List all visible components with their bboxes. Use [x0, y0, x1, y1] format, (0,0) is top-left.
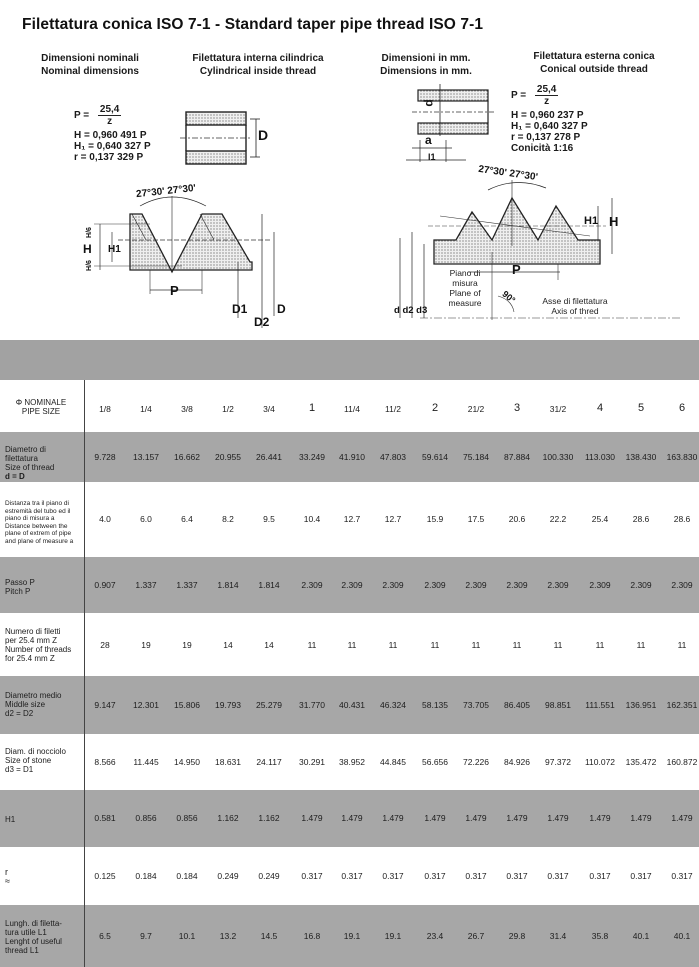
- table-value-cell: 15.806: [174, 700, 200, 710]
- label-d-d2-d3: d d2 d3: [394, 305, 428, 316]
- table-value-cell: 1.814: [258, 580, 280, 590]
- row-label-r: [5, 868, 85, 886]
- table-value-cell: 0.907: [94, 580, 116, 590]
- table-value-cell: 160.872: [666, 757, 698, 767]
- row-label-line: and plane of measure a: [5, 537, 74, 545]
- size-header-it: Φ NOMINALE: [15, 398, 67, 407]
- formula-line-h: H = 0,960 491 P: [74, 130, 147, 141]
- table-value-cell: 29.8: [508, 931, 526, 941]
- table-value-cell: 4.0: [99, 514, 111, 524]
- table-value-cell: 11: [430, 640, 440, 650]
- label-D-sleeve: D: [258, 127, 269, 143]
- pipe-size-cell: 21/2: [467, 404, 485, 414]
- table-value-cell: 10.1: [178, 931, 196, 941]
- row-label-distance-a: [5, 500, 85, 545]
- table-value-cell: 0.249: [217, 871, 239, 881]
- row-label-line: d = D: [5, 472, 25, 481]
- table-value-cell: 11: [471, 640, 481, 650]
- table-value-cell: 19.1: [343, 931, 361, 941]
- table-value-cell: 40.1: [673, 931, 691, 941]
- table-value-cell: 11: [347, 640, 357, 650]
- pipe-size-cell: 2: [431, 402, 439, 414]
- table-value-cell: 25.279: [256, 700, 282, 710]
- row-label-thread-size: [5, 445, 85, 481]
- pitch-formula-label-ext: P =: [511, 90, 527, 102]
- table-value-cell: 2.309: [341, 580, 363, 590]
- label-P-internal: P: [170, 283, 179, 298]
- table-value-cell: 1.814: [217, 580, 239, 590]
- row-label-stone-size: [5, 747, 85, 774]
- table-value-cell: 56.656: [422, 757, 448, 767]
- table-value-cell: 2.309: [424, 580, 446, 590]
- table-value-cell: 40.1: [632, 931, 650, 941]
- table-value-cell: 59.614: [422, 452, 448, 462]
- pipe-size-cell: 3: [513, 402, 521, 414]
- axis-it: Asse di filettatura: [542, 296, 608, 306]
- table-value-cell: 58.135: [422, 700, 448, 710]
- label-D-profile: D: [277, 302, 286, 316]
- pitch-numerator-ext: 25,4: [536, 84, 557, 95]
- row-label-line: ≈: [5, 876, 10, 886]
- table-value-cell: 11: [307, 640, 317, 650]
- row-label-line: tura utile L1: [5, 928, 47, 937]
- table-value-cell: 19: [141, 640, 151, 650]
- row-label-line: Size of stone: [5, 756, 52, 765]
- table-value-cell: 28: [100, 640, 110, 650]
- table-value-cell: 0.317: [671, 871, 693, 881]
- plane-it-1: Piano di: [449, 268, 481, 278]
- label-d-pipe: d: [421, 99, 436, 107]
- pipe-size-cell: 3/4: [263, 404, 275, 414]
- table-value-cell: 0.856: [176, 813, 198, 823]
- table-value-cell: 6.4: [181, 514, 193, 524]
- pitch-formula-label: P =: [74, 110, 90, 122]
- header-nominal-it: Dimensioni nominali: [41, 53, 139, 64]
- row-label-line: Size of thread: [5, 463, 55, 472]
- pipe-size-cell: 11/4: [344, 404, 360, 414]
- table-value-cell: 8.2: [222, 514, 234, 524]
- internal-sleeve-drawing: [180, 112, 260, 164]
- table-value-cell: 14: [223, 640, 233, 650]
- table-value-cell: 11: [553, 640, 563, 650]
- pipe-size-cell: 1: [308, 402, 316, 414]
- row-label-line: Diametro medio: [5, 691, 62, 700]
- table-value-cell: 19.793: [215, 700, 241, 710]
- table-value-cell: 0.249: [258, 871, 280, 881]
- row-label-pitch: [5, 578, 85, 596]
- label-angles-internal: 27°30' 27°30': [135, 182, 197, 201]
- table-value-cell: 97.372: [545, 757, 571, 767]
- table-value-cell: 2.309: [465, 580, 487, 590]
- table-value-cell: 18.631: [215, 757, 241, 767]
- formula-line-r-ext: r = 0,137 278 P: [511, 132, 581, 143]
- table-value-cell: 0.125: [94, 871, 116, 881]
- table-value-cell: 41.910: [339, 452, 365, 462]
- table-value-cell: 162.351: [666, 700, 698, 710]
- table-value-cell: 12.7: [343, 514, 361, 524]
- pipe-size-cell: 11/2: [385, 404, 401, 414]
- table-value-cell: 111.551: [585, 700, 615, 710]
- row-label-line: Distance between the: [5, 522, 68, 530]
- table-value-cell: 15.9: [426, 514, 444, 524]
- row-label-line: Middle size: [5, 700, 46, 709]
- table-value-cell: 138.430: [625, 452, 657, 462]
- table-value-cell: 16.662: [174, 452, 200, 462]
- table-value-cell: 0.317: [506, 871, 528, 881]
- formula-line-h1: H₁ = 0,640 327 P: [74, 141, 151, 152]
- table-value-cell: 1.337: [135, 580, 157, 590]
- row-label-line: plane of extrem of pipe: [5, 530, 72, 537]
- table-value-cell: 28.6: [673, 514, 691, 524]
- size-header-en: PIPE SIZE: [21, 407, 61, 416]
- row-label-line: Numero di filetti: [5, 627, 61, 636]
- table-value-cell: 75.184: [463, 452, 489, 462]
- table-value-cell: 17.5: [467, 514, 485, 524]
- table-value-cell: 136.951: [625, 700, 657, 710]
- table-value-cell: 1.479: [341, 813, 363, 823]
- plane-en-1: Plane of: [449, 288, 481, 298]
- plane-en-2: measure: [448, 298, 482, 308]
- table-value-cell: 24.117: [256, 757, 282, 767]
- table-value-cell: 28.6: [632, 514, 650, 524]
- table-value-cell: 1.479: [630, 813, 652, 823]
- table-value-cell: 2.309: [506, 580, 528, 590]
- thread-diagrams: [0, 0, 699, 340]
- row-label-line: Number of threads: [5, 645, 72, 654]
- table-value-cell: 113.030: [584, 452, 616, 462]
- table-value-cell: 26.7: [467, 931, 485, 941]
- row-label-line: Passo P: [5, 578, 35, 587]
- table-value-cell: 1.479: [506, 813, 528, 823]
- table-value-cell: 98.851: [545, 700, 571, 710]
- pitch-denominator-ext: z: [544, 96, 550, 107]
- table-value-cell: 2.309: [589, 580, 611, 590]
- table-value-cell: 1.479: [465, 813, 487, 823]
- table-value-cell: 1.479: [382, 813, 404, 823]
- table-top-band: [0, 340, 699, 380]
- table-value-cell: 0.317: [382, 871, 404, 881]
- table-value-cell: 1.479: [589, 813, 611, 823]
- row-label-line: filettatura: [5, 454, 38, 463]
- pipe-size-cell: 4: [596, 402, 604, 414]
- formula-line-r: r = 0,137 329 P: [74, 152, 144, 163]
- table-value-cell: 47.803: [380, 452, 406, 462]
- pipe-size-cell: 1/2: [222, 404, 234, 414]
- table-value-cell: 6.0: [140, 514, 152, 524]
- table-value-cell: 0.856: [135, 813, 157, 823]
- header-external-it: Filettatura esterna conica: [533, 51, 655, 62]
- table-value-cell: 1.337: [176, 580, 198, 590]
- label-plane-of-measure: [440, 268, 490, 308]
- row-label-line: piano di misura a: [5, 515, 55, 522]
- table-value-cell: 72.226: [463, 757, 489, 767]
- table-value-cell: 12.301: [133, 700, 159, 710]
- size-header-label: [5, 398, 77, 416]
- table-value-cell: 6.5: [99, 931, 111, 941]
- table-value-cell: 11: [512, 640, 522, 650]
- thread-table: [0, 340, 699, 967]
- table-value-cell: 2.309: [630, 580, 652, 590]
- table-value-cell: 0.317: [465, 871, 487, 881]
- label-H1-internal: H1: [108, 244, 121, 255]
- table-value-cell: 1.162: [217, 813, 239, 823]
- row-label-line: thread L1: [5, 946, 39, 955]
- table-value-cell: 0.317: [341, 871, 363, 881]
- label-D1: D1: [232, 302, 248, 316]
- row-label-line: Lungh. di filetta-: [5, 919, 62, 928]
- label-a: a: [425, 133, 432, 147]
- table-value-cell: 35.8: [591, 931, 609, 941]
- table-value-cell: 31.4: [549, 931, 567, 941]
- row-label-threads: [5, 627, 85, 663]
- table-value-cell: 33.249: [299, 452, 325, 462]
- table-value-cell: 9.5: [263, 514, 275, 524]
- label-H1-external: H1: [584, 215, 599, 227]
- table-value-cell: 11.445: [133, 757, 159, 767]
- label-P-external: P: [512, 262, 521, 277]
- header-nominal-en: Nominal dimensions: [41, 66, 139, 77]
- row-label-line: H1: [5, 815, 16, 824]
- table-value-cell: 163.830: [666, 452, 698, 462]
- table-value-cell: 44.845: [380, 757, 406, 767]
- table-value-cell: 14: [264, 640, 274, 650]
- table-value-cell: 19: [182, 640, 192, 650]
- pipe-size-cell: 31/2: [549, 404, 567, 414]
- pipe-size-cell: 3/8: [181, 404, 193, 414]
- table-value-cell: 2.309: [547, 580, 569, 590]
- table-value-cell: 9.728: [94, 452, 116, 462]
- table-value-cell: 2.309: [382, 580, 404, 590]
- table-value-cell: 9.147: [94, 700, 116, 710]
- table-value-cell: 0.184: [135, 871, 157, 881]
- external-pipe-drawing: [406, 84, 496, 162]
- header-internal-it: Filettatura interna cilindrica: [192, 53, 324, 64]
- table-value-cell: 0.317: [424, 871, 446, 881]
- header-external-en: Conical outside thread: [540, 64, 648, 75]
- table-value-cell: 11: [636, 640, 646, 650]
- pipe-size-cell: 6: [678, 402, 686, 414]
- pipe-size-cell: 1/4: [140, 404, 152, 414]
- table-value-cell: 20.955: [215, 452, 241, 462]
- table-value-cell: 1.479: [301, 813, 323, 823]
- formula-line-h1-ext: H₁ = 0,640 327 P: [511, 121, 588, 132]
- table-value-cell: 46.324: [380, 700, 406, 710]
- table-value-cell: 30.291: [299, 757, 325, 767]
- table-value-cell: 2.309: [671, 580, 693, 590]
- formula-line-h-ext: H = 0,960 237 P: [511, 110, 584, 121]
- label-H6-top: H/6: [85, 227, 93, 238]
- table-value-cell: 100.330: [542, 452, 574, 462]
- row-label-useful-length: [5, 919, 85, 955]
- table-value-cell: 8.566: [94, 757, 116, 767]
- table-value-cell: 2.309: [301, 580, 323, 590]
- table-value-cell: 38.952: [339, 757, 365, 767]
- table-value-cell: 11: [677, 640, 687, 650]
- pitch-denominator: z: [107, 116, 113, 127]
- table-value-cell: 40.431: [339, 700, 365, 710]
- table-value-cell: 0.317: [547, 871, 569, 881]
- table-value-cell: 0.581: [94, 813, 116, 823]
- pipe-size-cell: 5: [637, 402, 645, 414]
- table-value-cell: 12.7: [384, 514, 402, 524]
- formula-line-conicity: Conicità 1:16: [511, 143, 574, 154]
- header-internal-en: Cylindrical inside thread: [199, 66, 317, 77]
- table-value-cell: 19.1: [384, 931, 402, 941]
- table-value-cell: 9.7: [140, 931, 152, 941]
- table-value-cell: 22.2: [549, 514, 567, 524]
- label-H-internal: H: [83, 242, 92, 256]
- table-value-cell: 10.4: [303, 514, 321, 524]
- table-value-cell: 0.317: [589, 871, 611, 881]
- axis-en: Axis of thred: [551, 306, 599, 316]
- label-axis-of-thread: [530, 296, 620, 316]
- table-value-cell: 20.6: [508, 514, 526, 524]
- row-label-line: Diametro di: [5, 445, 46, 454]
- table-value-cell: 84.926: [504, 757, 530, 767]
- row-label-line: r: [5, 867, 8, 877]
- row-label-line: Lenght of useful: [5, 937, 62, 946]
- table-value-cell: 16.8: [303, 931, 321, 941]
- pitch-numerator: 25,4: [99, 104, 120, 115]
- table-value-cell: 87.884: [504, 452, 530, 462]
- label-l1: l1: [428, 152, 436, 162]
- table-value-cell: 0.317: [301, 871, 323, 881]
- table-value-cell: 86.405: [504, 700, 530, 710]
- table-value-cell: 73.705: [463, 700, 489, 710]
- table-value-cell: 11: [595, 640, 605, 650]
- table-value-cell: 135.472: [625, 757, 657, 767]
- table-value-cell: 13.2: [219, 931, 237, 941]
- label-H-external: H: [609, 214, 619, 229]
- table-value-cell: 31.770: [299, 700, 325, 710]
- header-dimensions-it: Dimensioni in mm.: [381, 53, 471, 64]
- row-label-line: d2 = D2: [5, 709, 34, 718]
- table-value-cell: 110.072: [584, 757, 616, 767]
- table-value-cell: 0.317: [630, 871, 652, 881]
- page-title: Filettatura conica ISO 7-1 - Standard taper pipe thread ISO 7-1: [22, 16, 484, 33]
- row-label-middle-size: [5, 691, 85, 718]
- table-value-cell: 14.5: [260, 931, 278, 941]
- pipe-size-cell: 1/8: [99, 404, 111, 414]
- row-label-line: Distanza tra il piano di: [5, 500, 69, 507]
- table-value-cell: 23.4: [426, 931, 444, 941]
- table-value-cell: 13.157: [133, 452, 159, 462]
- header-dimensions-en: Dimensions in mm.: [380, 66, 472, 77]
- table-value-cell: 1.479: [671, 813, 693, 823]
- plane-it-2: misura: [452, 278, 478, 288]
- label-H6-bottom: H/6: [85, 260, 93, 271]
- label-angle-90: 90°: [500, 288, 518, 306]
- table-value-cell: 1.479: [424, 813, 446, 823]
- row-label-line: Diam. di nocciolo: [5, 747, 66, 756]
- row-label-line: per 25.4 mm Z: [5, 636, 58, 645]
- label-D2: D2: [254, 315, 270, 329]
- row-label-line: estremità del tubo ed il: [5, 507, 71, 515]
- table-value-cell: 11: [388, 640, 398, 650]
- row-label-h1: [5, 815, 85, 824]
- table-value-cell: 0.184: [176, 871, 198, 881]
- label-angles-external: 27°30' 27°30': [477, 163, 539, 184]
- table-value-cell: 25.4: [591, 514, 609, 524]
- row-label-line: for 25.4 mm Z: [5, 654, 55, 663]
- row-label-line: d3 = D1: [5, 765, 34, 774]
- table-value-cell: 26.441: [256, 452, 282, 462]
- table-value-cell: 14.950: [174, 757, 200, 767]
- table-value-cell: 1.162: [258, 813, 280, 823]
- row-label-line: Pitch P: [5, 587, 31, 596]
- table-value-cell: 1.479: [547, 813, 569, 823]
